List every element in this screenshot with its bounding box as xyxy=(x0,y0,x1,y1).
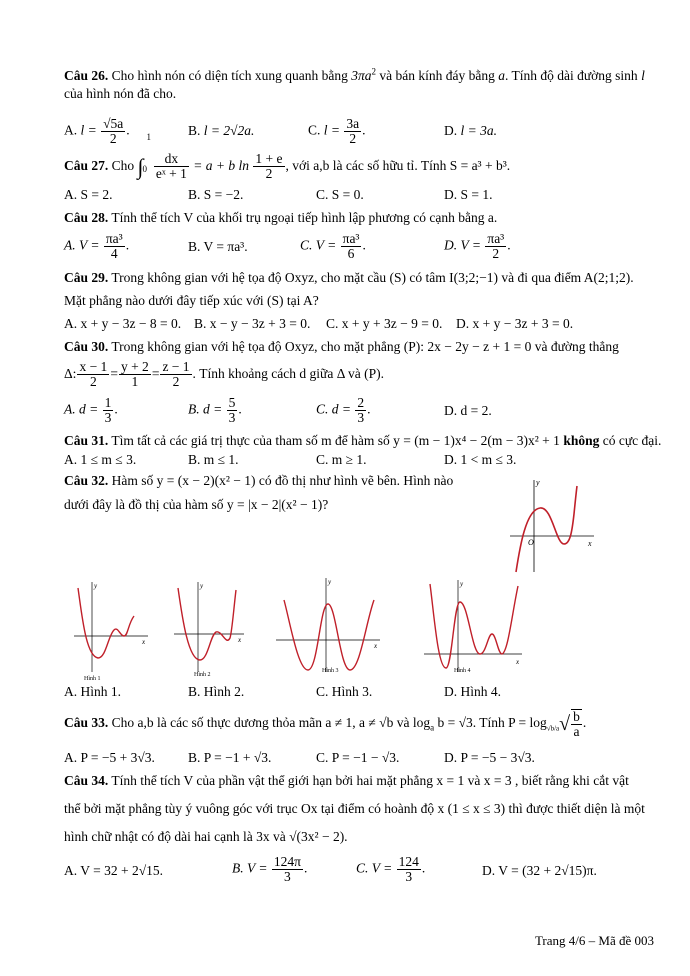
q28-text: Tính thể tích V của khối trụ ngoại tiếp hình lập phương có cạnh bằng a. xyxy=(108,210,498,225)
q26-label: Câu 26. xyxy=(64,68,109,83)
q27-option-c[interactable]: C. S = 0. xyxy=(316,187,364,202)
q32-option-c[interactable]: C. Hình 3. xyxy=(316,684,373,699)
q26-text2: và bán kính đáy bằng xyxy=(376,68,499,83)
svg-text:y: y xyxy=(94,582,98,590)
q29-stem xyxy=(64,269,654,287)
q30-line2: . Tính khoảng cách d giữa Δ và (P). xyxy=(192,366,384,381)
q33-option-d[interactable]: D. P = −5 − 3√3. xyxy=(444,750,535,765)
q30-option-d[interactable]: D. d = 2. xyxy=(444,403,492,418)
q30-options xyxy=(64,396,664,426)
q34-line3: hình chữ nhật có độ dài hai cạnh là 3x và √(3x² − 2). xyxy=(64,829,348,844)
q32-label: Câu 32. xyxy=(64,473,109,488)
q29-label: Câu 29. xyxy=(64,270,109,285)
q32-graph-4 xyxy=(422,574,526,682)
q26-option-a[interactable]: A. l = $\frac{√5a}{2}$ . xyxy=(64,116,130,146)
q32-stem xyxy=(64,472,484,490)
q33-text1: Cho a,b là các số thực dương thỏa mãn a ≠ 1, a ≠ √b và log xyxy=(108,715,431,730)
q33-options xyxy=(64,750,664,772)
axis-x-label: x xyxy=(588,539,592,548)
q29-line1: Trong không gian với hệ tọa độ Oxyz, cho mặt cầu (S) có tâm I(3;2;−1) và đi qua điểm A(2;1;2). xyxy=(108,270,634,285)
q33-log-base: √b/a xyxy=(546,724,560,733)
q32-graph-3 xyxy=(274,572,384,682)
q32-main-graph xyxy=(508,474,598,574)
q32-line2: dưới đây là đồ thị của hàm số y = |x − 2|(x² − 1)? xyxy=(64,497,329,512)
q33-option-a[interactable]: A. P = −5 + 3√3. xyxy=(64,750,155,765)
q30-option-c[interactable]: C. d = $\frac{2}{3}$ . xyxy=(316,395,371,425)
q34-option-c[interactable]: C. V = $\frac{124}{3}$ . xyxy=(356,854,426,884)
q29-option-c[interactable]: C. x + y + 3z − 9 = 0. xyxy=(326,316,443,331)
svg-text:x: x xyxy=(142,638,146,646)
q32-option-b[interactable]: B. Hình 2. xyxy=(188,684,245,699)
caption-hinh-2: Hình 2 xyxy=(194,672,211,678)
q30-option-a[interactable]: A. d = $\frac{1}{3}$ . xyxy=(64,395,118,425)
q28-option-b[interactable]: B. V = πa³. xyxy=(188,239,248,254)
q29-options xyxy=(64,316,664,338)
q27-options xyxy=(64,187,664,209)
q27-stem: Câu 27. Cho ∫ 1 0 $\frac{dx}{\text{eˣ + 1}}$ = a + b ln $\frac{1 + e}{2}$ , với a,b là các số hữu tỉ. Tính S = a³ + b³. xyxy=(64,149,654,183)
q26-option-b[interactable]: B. l = 2√2a. xyxy=(188,123,255,138)
q31-stem xyxy=(64,432,662,450)
caption-hinh-1: Hình 1 xyxy=(84,676,101,682)
q29-option-d[interactable]: D. x + y − 3z + 3 = 0. xyxy=(456,316,574,331)
q28-option-a[interactable]: A. V = $\frac{\text{πa³}}{4}$ . xyxy=(64,231,130,261)
q27-option-d[interactable]: D. S = 1. xyxy=(444,187,493,202)
q34-label: Câu 34. xyxy=(64,773,109,788)
q31-text1: Tìm tất cả các giá trị thực của tham số m để hàm số y = (m − 1)x⁴ − 2(m − 3)x² + 1 xyxy=(108,433,564,448)
q27-option-a[interactable]: A. S = 2. xyxy=(64,187,113,202)
caption-hinh-3: Hình 3 xyxy=(322,668,339,674)
q34-option-d[interactable]: D. V = (32 + 2√15)π. xyxy=(482,863,597,878)
svg-text:y: y xyxy=(200,582,204,590)
q31-bold: không xyxy=(563,433,600,448)
q27-text1: Cho xyxy=(108,158,138,173)
q29-line2: Mặt phẳng nào dưới đây tiếp xúc với (S) tại A? xyxy=(64,293,319,308)
caption-hinh-4: Hình 4 xyxy=(454,668,471,674)
q30-line1: Trong không gian với hệ tọa độ Oxyz, cho mặt phẳng (P): 2x − 2y − z + 1 = 0 và đường thẳng xyxy=(108,339,619,354)
q32-options xyxy=(64,684,664,706)
q32-line1: Hàm số y = (x − 2)(x² − 1) có đồ thị như hình vẽ bên. Hình nào xyxy=(108,473,454,488)
svg-text:x: x xyxy=(374,642,378,650)
q27-rhs: = a + b ln xyxy=(193,158,250,173)
q34-option-a[interactable]: A. V = 32 + 2√15. xyxy=(64,863,164,878)
q33-option-b[interactable]: B. P = −1 + √3. xyxy=(188,750,272,765)
q26-options xyxy=(64,111,664,146)
axis-y-label: y xyxy=(536,478,540,487)
q31-options xyxy=(64,452,664,474)
q28-options xyxy=(64,232,664,262)
q32-graph-2 xyxy=(172,576,248,684)
svg-text:y: y xyxy=(460,580,464,588)
page-footer: Trang 4/6 – Mã đề 003 xyxy=(534,933,654,948)
q30-option-b[interactable]: B. d = $\frac{5}{3}$ . xyxy=(188,395,242,425)
q30-label: Câu 30. xyxy=(64,339,109,354)
q28-option-d[interactable]: D. V = $\frac{\text{πa³}}{2}$ . xyxy=(444,231,511,261)
q31-option-a[interactable]: A. 1 ≤ m ≤ 3. xyxy=(64,452,137,467)
q26-area: 3πa xyxy=(351,68,372,83)
q32-option-d[interactable]: D. Hình 4. xyxy=(444,684,501,699)
q33-label: Câu 33. xyxy=(64,715,109,730)
q34-options xyxy=(64,855,664,885)
q28-option-c[interactable]: C. V = $\frac{\text{πa³}}{6}$ . xyxy=(300,231,366,261)
q26-text3: . Tính độ dài đường sinh xyxy=(504,68,642,83)
q28-label: Câu 28. xyxy=(64,210,109,225)
q34-line1: Tính thể tích V của phần vật thể giới hạn bởi hai mặt phẳng x = 1 và x = 3 , biết rằng khi cắt vật xyxy=(108,773,629,788)
q26-stem: Câu 26. Cho hình nón có diện tích xung quanh bằng $3\pi a^2$ và bán kính đáy bằng a. Tính độ dài đường sinh l xyxy=(64,66,645,83)
q28-stem xyxy=(64,209,654,227)
q29-option-b[interactable]: B. x − y − 3z + 3 = 0. xyxy=(194,316,311,331)
q34-line2: thể bởi mặt phẳng tùy ý vuông góc với trục Ox tại điểm có hoành độ x (1 ≤ x ≤ 3) thì được thiết diện là một xyxy=(64,801,645,816)
q30-stem xyxy=(64,338,654,356)
q33-option-c[interactable]: C. P = −1 − √3. xyxy=(316,750,400,765)
q33-text2: b = √3. Tính P = log xyxy=(434,715,547,730)
q31-option-b[interactable]: B. m ≤ 1. xyxy=(188,452,239,467)
q26-text1: Cho hình nón có diện tích xung quanh bằng xyxy=(108,68,352,83)
curve xyxy=(516,486,577,572)
q26-stem-2: của hình nón đã cho. xyxy=(64,86,177,101)
q33-stem: Câu 33. Cho a,b là các số thực dương thỏa mãn a ≠ 1, a ≠ √b và $\log_a b = √3$. Tính $P = \log_{√b/a}√$ $\frac{b}{a}$ . xyxy=(64,708,587,739)
q27-option-b[interactable]: B. S = −2. xyxy=(188,187,244,202)
q32-graph-1 xyxy=(72,576,152,684)
q34-option-b[interactable]: B. V = $\frac{124\pi}{3}$ . xyxy=(232,854,308,884)
q31-option-c[interactable]: C. m ≥ 1. xyxy=(316,452,367,467)
q31-label: Câu 31. xyxy=(64,433,109,448)
svg-text:y: y xyxy=(328,578,332,586)
q27-text2: , với a,b là các số hữu tỉ. Tính S = a³ + b³. xyxy=(285,158,511,173)
q31-text2: có cực đại. xyxy=(599,433,662,448)
origin-label: O xyxy=(528,538,534,547)
svg-text:x: x xyxy=(516,658,520,666)
q31-option-d[interactable]: D. 1 < m ≤ 3. xyxy=(444,452,517,467)
svg-text:x: x xyxy=(238,636,242,644)
q27-integral: ∫ 1 0 xyxy=(137,132,152,180)
q26-option-c[interactable]: C. l = $\frac{3a}{2}$ . xyxy=(308,116,366,146)
q27-label: Câu 27. xyxy=(64,158,109,173)
q34-stem xyxy=(64,772,654,790)
q29-option-a[interactable]: A. x + y − 3z − 8 = 0. xyxy=(64,316,182,331)
q32-option-a[interactable]: A. Hình 1. xyxy=(64,684,121,699)
q26-option-d[interactable]: D. l = 3a. xyxy=(444,123,497,138)
q30-line-eq: Δ: $\frac{x - 1}{2}$ = $\frac{y + 2}{1}$ = $\frac{z - 1}{2}$ . Tính khoảng cách d giữa Δ và (P). xyxy=(64,359,384,390)
